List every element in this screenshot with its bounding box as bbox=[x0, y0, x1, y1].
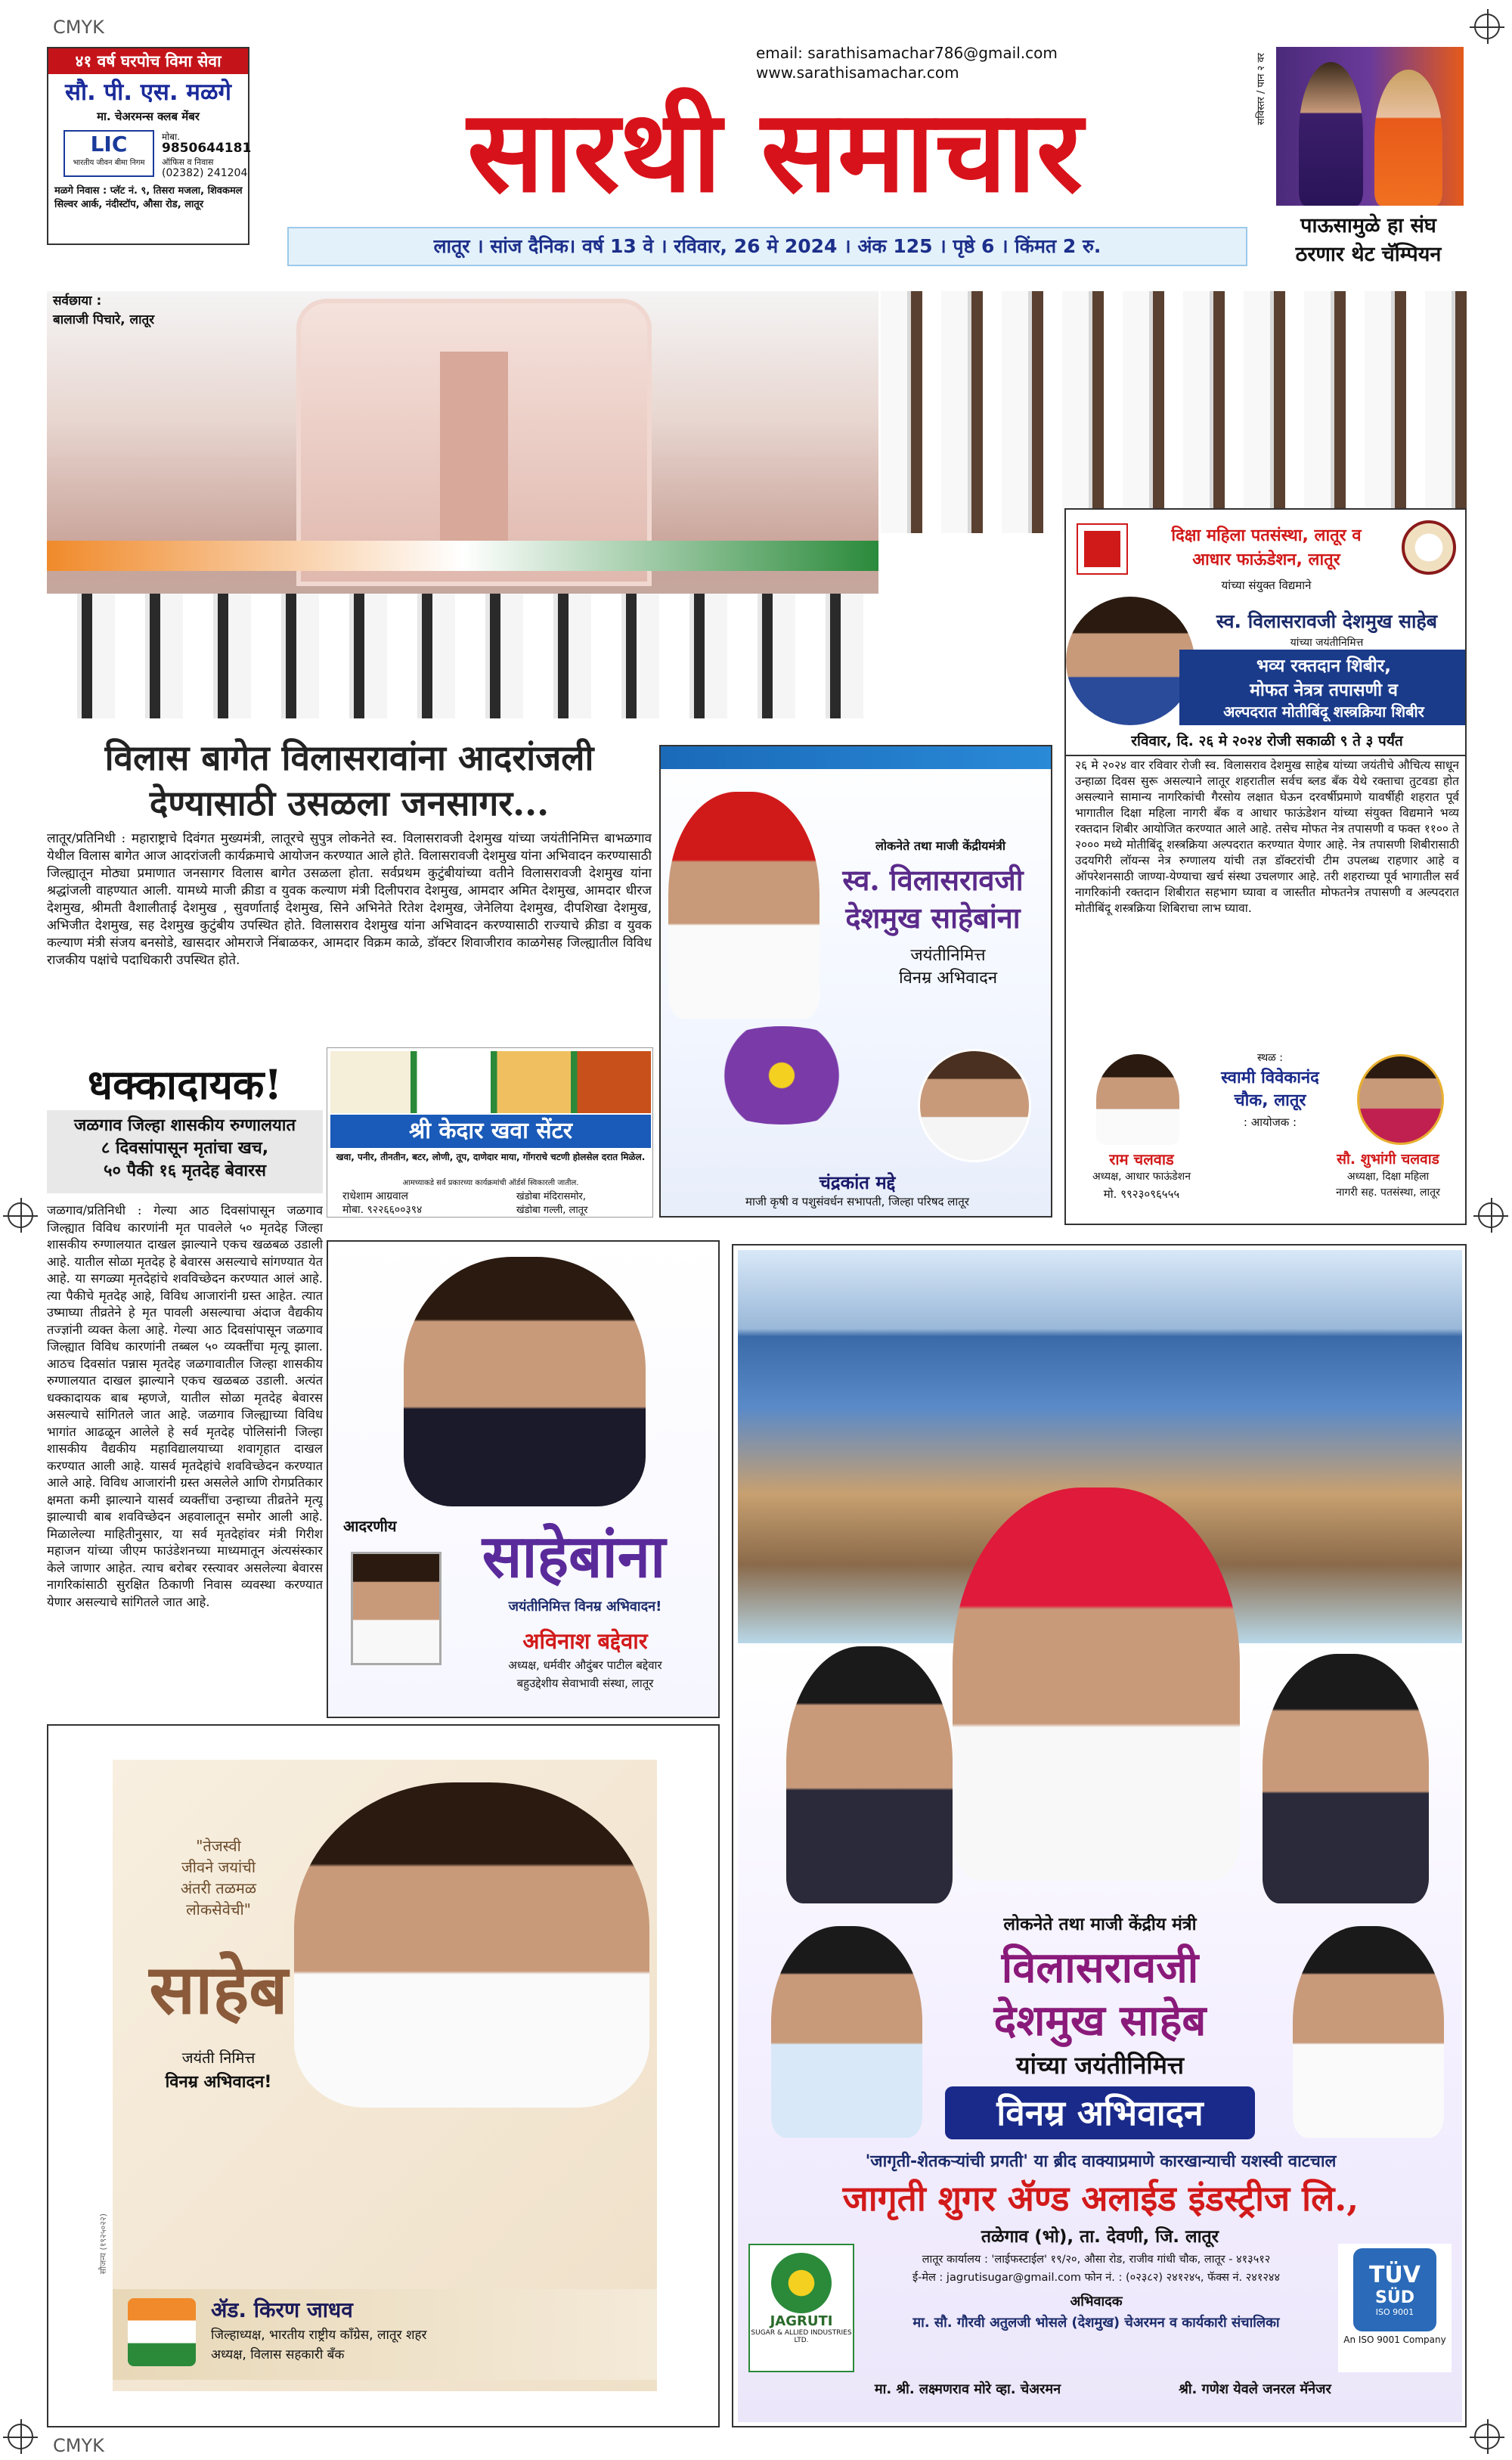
camp-title-band bbox=[1179, 650, 1467, 725]
madne-ad-line-1: जयंतीनिमित्त bbox=[910, 946, 986, 965]
registration-mark bbox=[8, 1202, 33, 1228]
khawa-ad bbox=[327, 1047, 653, 1218]
congress-logo-icon bbox=[128, 2298, 196, 2366]
madne-ad-top: लोकनेते तथा माजी केंद्रीयमंत्री bbox=[875, 839, 1005, 853]
masthead-dateline-bar bbox=[287, 227, 1247, 266]
khawa-note: आमच्याकडे सर्व प्रकारच्या कार्यक्रमांची ऑर्डर्स स्विकारली जातील. bbox=[402, 1179, 579, 1187]
madne-ad bbox=[659, 745, 1052, 1218]
lic-office-phone: (02382) 241204 bbox=[162, 167, 248, 179]
registration-mark bbox=[1474, 14, 1500, 39]
news2-body: जळगाव/प्रतिनिधी : गेल्या आठ दिवसांपासून जळगाव जिल्ह्यात विविध कारणांनी मृत पावलेले ५० मृतदेह जिल्हा शासकीय रुग्णालयात दाखल झाल्याने एकच खळबळ उडाली आहे. यातील सोळा मृतदेह हे बेवारस असल्याचे सांगण्यात येत आहे. या सगळ्या मृतदेहांचे शवविच्छेदन करण्यात आलं आहे. त्या पैकीचे मृतदेह आहे, विविध आजारांनी ग्रस्त आहेत. त्यात उष्माघ्या तीव्रतेने हे मृत पावली असल्याचा अंदाज वैद्यकीय तज्ज्ञांनी व्यक्त केला आहे. गेल्या आठ दिवसांपासून जळगाव जिल्ह्यात विविध कारणांनी तब्बल ५० व्यक्तींचा मृत्यू झाला. आठच दिवसांत पन्नास मृतदेह जळगावातील जिल्हा शासकीय रुग्णालयात दाखल झाल्याने एकच खळबळ उडाली. अत्यंत धक्कादायक बाब म्हणजे, यातील सोळा मृतदेह बेवारस असल्याचे सांगितले जात आहे. जळगाव जिल्ह्याच्या विविध भागांत आढळून आलेले हे सर्व मृतदेह पोलिसांनी जिल्हा शासकीय वैद्यकीय महाविद्यालयाच्या शवागृहात दाखल करण्यात आली आहे. यासर्व मृतदेहांचे शवविच्छेदन करण्यात आले आहे. विविध आजारांनी ग्रस्त असलेले आणि रोगप्रतिकार क्षमता कमी झाल्याने यासर्व व्यक्तींचा उन्हाच्या तीव्रतेने मृत्यू झाल्याची बाब शवविच्छेदन अहवालातून समोर आली आहे. मिळालेल्या माहितीनुसार, या सर्व मृतदेहांवर मंत्री गिरीश महाजन यांच्या जीएम फाउंडेशनच्या माध्यमातून अंत्यसंस्कार केले जाणार आहेत. त्याच बरोबर रस्त्यावर असलेल्या बेवारस नागरिकांसाठी सुरक्षित ठिकाणी निवास व्यवस्था करण्यात येणार असल्याचे सांगितले जात आहे. bbox=[47, 1203, 323, 1609]
news2-subhead-1: जळगाव जिल्हा शासकीय रुग्णालयात bbox=[74, 1116, 296, 1135]
kiran-footer-band bbox=[113, 2289, 657, 2380]
madne-signer-name: चंद्रकांत मद्दे bbox=[819, 1172, 896, 1193]
sugar-ad-top: लोकनेते तथा माजी केंद्रीय मंत्री bbox=[1003, 1915, 1197, 1934]
kiran-ad-panel bbox=[98, 1760, 657, 2391]
leader-right-portrait bbox=[1263, 1654, 1429, 1903]
avinash-line: जयंतीनिमित्त विनम्र अभिवादन! bbox=[508, 1599, 662, 1615]
lic-mobile: 9850644181 bbox=[162, 141, 252, 156]
jagruti-logo-icon bbox=[771, 2253, 832, 2313]
kiran-line-2: विनम्र अभिवादन! bbox=[165, 2073, 272, 2092]
lic-corner-ad bbox=[47, 47, 252, 245]
avinash-portrait bbox=[404, 1257, 646, 1506]
camp-logo-right bbox=[1402, 520, 1456, 575]
sugar-contact: ई-मेल : jagrutisugar@gmail.com फोन नं. : (०२३८२) २४१२४५, फॅक्स नं. २४१२४४ bbox=[912, 2272, 1281, 2284]
photo-credit-label: सर्वछाया : bbox=[53, 293, 102, 309]
leader-bottom-left-portrait bbox=[771, 1926, 922, 2138]
kiran-jadhav-ad bbox=[47, 1724, 720, 2427]
lic-logo-text: LIC bbox=[90, 132, 128, 157]
khawa-address-2: खंडोबा गल्ली, लातूर bbox=[516, 1205, 588, 1216]
khawa-title-band bbox=[330, 1115, 651, 1148]
news2-subhead-2: ८ दिवसांपासून मृतांचा खच, bbox=[101, 1139, 269, 1158]
kiran-line-1: जयंती निमित्त bbox=[181, 2049, 256, 2067]
lead-headline-1: विलास बागेत विलासरावांना आदरांजली bbox=[104, 737, 594, 778]
camp-org-right-title-2: नागरी सह. पतसंस्था, लातूर bbox=[1336, 1187, 1440, 1199]
print-mark-cmyk: CMYK bbox=[53, 17, 104, 38]
sugar-greeting-band bbox=[945, 2086, 1255, 2139]
sugar-chairperson: मा. सौ. गौरवी अतुलजी भोसले (देशमुख) चेअरमन व कार्यकारी संचालिका bbox=[912, 2315, 1280, 2331]
khawa-address-1: खंडोबा मंदिरासमोर, bbox=[516, 1191, 586, 1202]
sugar-location: तळेगाव (भो), ता. देवणी, जि. लातूर bbox=[981, 2227, 1219, 2247]
kiran-quote-1: "तेजस्वी bbox=[196, 1837, 241, 1855]
camp-line-1: भव्य रक्तदान शिबीर, bbox=[1256, 656, 1391, 676]
masthead-title: सारथी समाचार bbox=[467, 85, 1083, 218]
sugar-vice-chairman: मा. श्री. लक्ष्मणराव मोरे व्हा. चेअरमन bbox=[874, 2381, 1061, 2397]
side-headline-1: पाऊसामुळे हा संघ bbox=[1300, 214, 1436, 237]
lead-photo-crowd bbox=[878, 291, 1467, 533]
tuv-cert-icon bbox=[1353, 2248, 1436, 2331]
kiran-role-2: अध्यक्ष, विलास सहकारी बँक bbox=[211, 2347, 345, 2362]
khawa-products: खवा, पनीर, तीनतीन, बटर, लोणी, तूप, दाणेदार माया, गोंगराचे चटणी होलसेल दरात मिळेल. bbox=[336, 1152, 646, 1162]
blood-camp-ad bbox=[1064, 508, 1467, 1225]
madne-signer-title: माजी कृषी व पशुसंवर्धन सभापती, जिल्हा परिषद लातूर bbox=[745, 1195, 969, 1208]
news2-subhead-box bbox=[47, 1110, 323, 1193]
lic-ad-title: ४१ वर्ष घरपोच विमा सेवा bbox=[48, 48, 248, 74]
khawa-owner-mobile: मोबा. ९२२६६००३९४ bbox=[342, 1204, 423, 1216]
camp-honoree-photo bbox=[1066, 597, 1194, 725]
madne-ad-line-2: विनम्र अभिवादन bbox=[898, 969, 998, 988]
lic-logo bbox=[64, 130, 154, 177]
avinash-role: अध्यक्ष, धर्मवीर औदुंबर पाटील बद्देवार bbox=[508, 1658, 662, 1672]
camp-org-2: आधार फाऊंडेशन, लातूर bbox=[1192, 551, 1340, 569]
kiran-portrait bbox=[294, 1782, 649, 2108]
avinash-ad bbox=[327, 1240, 720, 1718]
camp-venue-label: स्थळ : bbox=[1257, 1052, 1283, 1064]
jagruti-logo bbox=[748, 2244, 854, 2372]
sugar-ad-line: यांच्या जयंतीनिमित्त bbox=[1016, 2051, 1184, 2080]
khawa-title: श्री केदार खवा सेंटर bbox=[408, 1118, 572, 1144]
camp-joint: यांच्या संयुक्त विद्यमाने bbox=[1221, 579, 1312, 592]
tuv-cert bbox=[1338, 2244, 1452, 2372]
lic-office-label: ऑफिस व निवास bbox=[162, 157, 214, 167]
sugar-ad-name-1: विलासरावजी bbox=[1001, 1943, 1199, 1993]
camp-left-photo bbox=[1096, 1054, 1179, 1145]
jagruti-logo-sub: SUGAR & ALLIED INDUSTRIES LTD. bbox=[751, 2329, 852, 2344]
tuv-cert-4: An ISO 9001 Company bbox=[1343, 2334, 1446, 2345]
lic-mob-label: मोबा. bbox=[162, 132, 181, 142]
lic-agent-sub: मा. चेअरमन्स क्लब मेंबर bbox=[97, 110, 200, 123]
jagruti-sugar-ad bbox=[732, 1244, 1467, 2427]
sugar-slogan: 'जागृती-शेतकऱ्यांची प्रगती' या ब्रीद वाक्याप्रमाणे कारखान्याची यशस्वी वाटचाल bbox=[865, 2152, 1337, 2171]
lic-agent-name: सौ. पी. एस. मळगे bbox=[65, 79, 231, 106]
kiran-title: साहेब bbox=[149, 1950, 288, 2030]
lic-logo-line: भारतीय जीवन बीमा निगम bbox=[73, 159, 145, 167]
photo-credit-name: बालाजी पिचारे, लातूर bbox=[53, 312, 155, 327]
side-headline-2: ठरणार थेट चॅम्पियन bbox=[1295, 243, 1442, 266]
lic-address: मळगे निवास : प्लॅट नं. ९, तिसरा मजला, शिवकमल सिल्वर आर्क, नंदीस्टॉप, औसा रोड, लातूर bbox=[54, 185, 243, 210]
sugar-greeting: विनम्र अभिवादन bbox=[996, 2092, 1204, 2133]
camp-org-right-title-1: अध्यक्षा, दिक्षा महिला bbox=[1346, 1171, 1430, 1183]
camp-date: रविवार, दि. २६ मे २०२४ रोजी सकाळी ९ ते ३ पर्यंत bbox=[1066, 731, 1467, 756]
avinash-title: साहेबांना bbox=[482, 1522, 666, 1591]
news2-subhead-3: ५० पैकी १६ मृतदेह बेवारस bbox=[104, 1162, 266, 1180]
kiran-quote-4: लोकसेवेची" bbox=[186, 1900, 251, 1919]
lead-headline-2: देण्यासाठी उसळला जनसागर... bbox=[149, 783, 550, 824]
tuv-cert-3: ISO 9001 bbox=[1375, 2307, 1414, 2317]
avinash-name: अविनाश बद्देवार bbox=[522, 1628, 648, 1654]
lead-body: लातूर/प्रतिनिधी : महाराष्ट्राचे दिवंगत मुख्यमंत्री, लातूरचे सुपुत्र लोकनेते स्व. विलासरावजी देशमुख यांच्या जयंतीनिमित्त बाभळगाव येथील विलास बागेत आज आदरांजली कार्यक्रमाचे आयोजन करण्यात आले होते. विलासरावजी देशमुख यांना अभिवादन करण्यासाठी जिल्ह्यातून मोठ्या प्रमाणात जनसागर विलास बागेत उसळला होता. सर्वप्रथम कुटुंबीयांच्या वतीने विलासरावजी देशमुख यांना श्रद्धांजली वाहण्यात आली. यामध्ये माजी क्रीडा व युवक कल्याण मंत्री दिलीपराव देशमुख, आमदार अमित देशमुख, आमदार धीरज देशमुख, श्रीमती वैशालीताई देशमुख , सुवर्णाताई देशमुख, सिने अभिनेते रितेश देशमुख, जेनेलिया देशमुख, दीपशिखा देशमुख, अभिजीत देशमुख, सह देशमुख कुटुंबीय उपस्थित होते. विलासराव देशमुख यांना अभिवादन करण्यासाठी राज्याचे क्रीडा व युवक कल्याण मंत्री संजय बनसोडे, खासदार ओमराजे निंबाळकर, आमदार विक्रम काळे, डॉक्टर शिवाजीराव काळगेसह जिल्ह्यातील विविध राजकीय पक्षांचे पदाधिकारी उपस्थित होते. bbox=[47, 831, 652, 968]
news2-headline: धक्कादायक! bbox=[87, 1060, 283, 1109]
cricket-photo bbox=[1276, 47, 1464, 206]
kiran-quote-3: अंतरी तळमळ bbox=[180, 1879, 257, 1897]
camp-org-left-name: राम चलवाड bbox=[1109, 1150, 1174, 1168]
madne-ad-name-2: देशमुख साहेबांना bbox=[845, 901, 1021, 935]
masthead-dateline: लातूर । सांज दैनिक। वर्ष 13 वे । रविवार, 26 मे 2024 । अंक 125 । पृष्ठे 6 । किंमत 2 रु. bbox=[433, 235, 1101, 257]
jagruti-logo-name: JAGRUTI bbox=[770, 2313, 833, 2329]
sugar-greet-label: अभिवादक bbox=[1070, 2294, 1123, 2310]
honoree-portrait bbox=[953, 1487, 1240, 1881]
camp-honoree: स्व. विलासरावजी देशमुख साहेब bbox=[1216, 610, 1438, 632]
camp-org-right-name: सौ. शुभांगी चलवाड bbox=[1337, 1151, 1439, 1168]
camp-org-left-mobile: मो. ९९२३०९६५५५ bbox=[1103, 1187, 1180, 1201]
kiran-name: ॲड. किरण जाधव bbox=[211, 2297, 353, 2322]
madne-signer-photo bbox=[918, 1049, 1031, 1162]
camp-right-photo bbox=[1357, 1054, 1444, 1145]
side-story-label: सविस्तर / पान २ वर bbox=[1256, 53, 1267, 126]
sugar-company: जागृती शुगर ॲण्ड अलाईड इंडस्ट्रीज लि., bbox=[842, 2178, 1359, 2219]
sugar-gm: श्री. गणेश येवले जनरल मॅनेजर bbox=[1179, 2381, 1331, 2397]
lead-photo-main bbox=[47, 291, 878, 718]
camp-organizer-label: : आयोजक : bbox=[1243, 1115, 1297, 1129]
camp-org-1: दिक्षा महिला पतसंस्था, लातूर व bbox=[1171, 526, 1362, 545]
camp-line-3: अल्पदरात मोतीबिंदू शस्त्रक्रिया शिबीर bbox=[1223, 703, 1424, 721]
tuv-cert-2: SÜD bbox=[1375, 2288, 1414, 2307]
tuv-cert-1: TÜV bbox=[1368, 2262, 1421, 2288]
camp-venue-1: स्वामी विवेकानंद bbox=[1221, 1069, 1319, 1087]
masthead-email: email: sarathisamachar786@gmail.com bbox=[756, 44, 1058, 62]
avinash-photo bbox=[351, 1552, 442, 1665]
print-mark-cmyk: CMYK bbox=[53, 2435, 104, 2456]
avinash-org: बहुउद्देशीय सेवाभावी संस्था, लातूर bbox=[516, 1677, 654, 1690]
kiran-quote-2: जीवने जयांची bbox=[181, 1858, 256, 1876]
leader-bottom-right-portrait bbox=[1293, 1926, 1444, 2138]
sugar-office: लातूर कार्यालय : 'लाईफस्टाईल' १९/२०, औसा रोड, राजीव गांधी चौक, लातूर - ४१३५१२ bbox=[922, 2254, 1271, 2266]
khawa-product-photos bbox=[330, 1051, 651, 1113]
madne-portrait bbox=[668, 792, 820, 1019]
khawa-owner: राधेशाम आग्रवाल bbox=[342, 1190, 409, 1202]
flower-graphic bbox=[691, 1026, 872, 1125]
masthead-website: www.sarathisamachar.com bbox=[756, 64, 959, 82]
kiran-side-note: सौजन्य (१९२५०२२) bbox=[98, 2213, 108, 2275]
camp-logo-left bbox=[1078, 525, 1126, 573]
camp-body: २६ मे २०२४ वार रविवार रोजी स्व. विलासराव देशमुख साहेब यांच्या जयंतीचे औचित्य साधून उन्हाळा दिवस सुरू असल्याने लातूर शहरातील सर्वच ब्लड बँक येथे रक्ताचा तुटवडा होत असल्याने सामान्य नागरिकांची गैरसोय लक्षात घेऊन दरवर्षीप्रमाणे यावर्षीही शहरात पूर्व भागातील दिक्षा महिला नागरी बँक व आधार फाऊंडेशन यांच्या संयुक्त विद्यमाने भव्य रक्तदान शिबीर आयोजित करण्यात आले आहे. तसेच मोफत नेत्र तपासणी व फक्त ११०० ते २००० मध्ये मोतीबिंदू शस्त्रक्रिया अल्पदरात करण्यात येणार आहे. नेत्र तपासणी शिबीरासाठी उदयगिरी लॉयन्स नेत्र रुग्णालय यांची तज्ञ डॉक्टरांची टीम उपलब्ध राहणार आहे व ऑपरेशनसाठी जाण्या-येण्याचा खर्च संस्था उचलणार आहे. तरी शहराच्या पूर्व भागातील सर्व नागरिकांनी रक्तदान शिबीरात सहभाग घ्यावा व जास्तीत मोफतनेत्र तपासणी व अल्पदरात मोतीबिंदू शस्त्रक्रिया शिबिराचा लाभ घ्यावा. bbox=[1075, 758, 1459, 915]
camp-line-2: मोफत नेत्रत्र तपासणी व bbox=[1250, 681, 1398, 700]
registration-mark bbox=[8, 2424, 33, 2449]
avinash-respect: आदरणीय bbox=[343, 1517, 397, 1535]
camp-org-left-title: अध्यक्ष, आधार फाऊंडेशन bbox=[1092, 1171, 1191, 1183]
leader-left-portrait bbox=[786, 1646, 953, 1903]
sugar-ad-name-2: देशमुख साहेब bbox=[993, 1996, 1207, 2046]
camp-venue-2: चौक, लातूर bbox=[1234, 1091, 1306, 1110]
registration-mark bbox=[1474, 2424, 1500, 2449]
registration-mark bbox=[1478, 1202, 1504, 1228]
madne-ad-name-1: स्व. विलासरावजी bbox=[842, 863, 1024, 897]
kiran-role-1: जिल्हाध्यक्ष, भारतीय राष्ट्रीय काँग्रेस, लातूर शहर bbox=[211, 2328, 427, 2343]
camp-occasion: यांच्या जयंतीनिमित्त bbox=[1290, 637, 1364, 649]
